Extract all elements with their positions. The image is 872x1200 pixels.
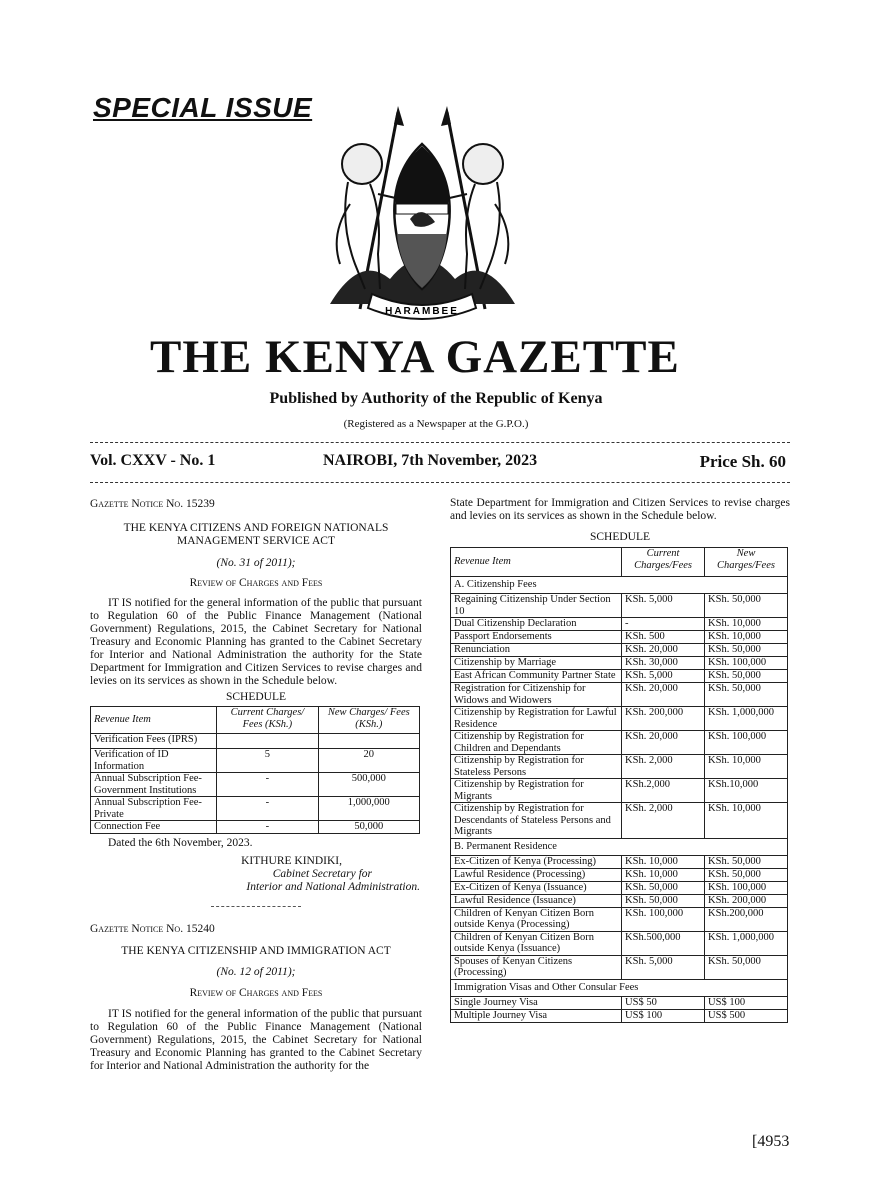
table-row (451, 631, 788, 644)
table-cell: 5 (217, 749, 318, 773)
table-row (451, 594, 788, 618)
coat-of-arms-emblem (320, 104, 525, 326)
special-issue-heading: SPECIAL ISSUE (93, 92, 313, 123)
table-row (451, 907, 788, 931)
table-cell: KSh. 2,000 (622, 755, 705, 779)
table-row (91, 821, 420, 834)
table-cell: KSh. 50,000 (705, 594, 788, 618)
table-cell: US$ 100 (622, 1009, 705, 1022)
table-cell: - (217, 821, 318, 834)
table-cell: KSh. 30,000 (622, 657, 705, 670)
table-section-cell: Immigration Visas and Other Consular Fees (451, 979, 788, 996)
table-cell: KSh. 500 (622, 631, 705, 644)
table-cell: Lawful Residence (Processing) (451, 868, 622, 881)
table-cell: Dual Citizenship Declaration (451, 618, 622, 631)
table-cell: 1,000,000 (318, 797, 419, 821)
table-row (451, 731, 788, 755)
table-row (91, 734, 420, 749)
table-cell: KSh. 1,000,000 (705, 707, 788, 731)
notice1-schedule-table (90, 706, 420, 834)
emblem-motto: HARAMBEE (385, 306, 459, 317)
table-row (451, 670, 788, 683)
notice-divider (211, 906, 301, 907)
table-cell: 20 (318, 749, 419, 773)
published-line: Published by Authority of the Republic of Kenya (269, 390, 603, 407)
table-row (451, 996, 788, 1009)
table-cell: KSh. 20,000 (622, 644, 705, 657)
notice1-body: IT IS notified for the general information of the public that pursuant to Regulation 60 of the Public Finance Management (National Government) Regulations, 2015, the Cabinet Secretary for National Treasury and Economic Planning has granted to the Cabinet Secretary for Interior and National Administration the authority for the State Department for Immigration and Citizen Services to revise charges and levies on its services as shown in the Schedule below. (90, 597, 422, 687)
table-cell: - (217, 773, 318, 797)
table-row (451, 683, 788, 707)
table-cell: Renunciation (451, 644, 622, 657)
notice1-signatory: KITHURE KINDIKI, (241, 854, 342, 867)
table-row (91, 797, 420, 821)
notice2-act-no: (No. 12 of 2011); (216, 965, 296, 978)
notice1-dated: Dated the 6th November, 2023. (108, 836, 253, 849)
notice2-number: Gazette Notice No. 15240 (90, 922, 215, 935)
table-cell: KSh. 10,000 (705, 803, 788, 839)
table-cell: KSh. 10,000 (705, 631, 788, 644)
table-header-row (91, 707, 420, 734)
table-row (451, 868, 788, 881)
table-cell: 500,000 (318, 773, 419, 797)
bottom-rule (90, 482, 790, 483)
table-section-cell: B. Permanent Residence (451, 838, 788, 855)
table-cell: KSh. 10,000 (705, 755, 788, 779)
table-cell: Connection Fee (91, 821, 217, 834)
page-number: [4953 (752, 1133, 790, 1150)
table-cell: Children of Kenyan Citizen Born outside Kenya (Issuance) (451, 931, 622, 955)
table-header: Current Charges/Fees (622, 548, 705, 577)
table-cell: US$ 100 (705, 996, 788, 1009)
table-cell: US$ 500 (705, 1009, 788, 1022)
table-cell: Citizenship by Registration for Migrants (451, 779, 622, 803)
table-cell: KSh. 200,000 (622, 707, 705, 731)
table-cell: Ex-Citizen of Kenya (Processing) (451, 855, 622, 868)
table-header: Revenue Item (91, 707, 217, 734)
notice1-act-no: (No. 31 of 2011); (216, 557, 296, 569)
notice2-continued: State Department for Immigration and Citizen Services to revise charges and levies on its services as shown in the Schedule below. (450, 497, 790, 522)
table-cell: KSh. 50,000 (705, 644, 788, 657)
volume-date-line (90, 452, 790, 474)
table-section-row (451, 979, 788, 996)
table-cell: Passport Endorsements (451, 631, 622, 644)
table-cell: Lawful Residence (Issuance) (451, 894, 622, 907)
issue-date: NAIROBI, 7th November, 2023 (323, 452, 538, 469)
table-cell: KSh. 50,000 (705, 855, 788, 868)
notice1-act: THE KENYA CITIZENS AND FOREIGN NATIONALS MANAGEMENT SERVICE ACT (123, 522, 389, 547)
table-header: New Charges/ Fees (KSh.) (318, 707, 419, 734)
notice1-heading: Review of Charges and Fees (189, 577, 323, 589)
notice2-heading: Review of Charges and Fees (189, 986, 323, 999)
table-cell: Citizenship by Registration for Stateless Persons (451, 755, 622, 779)
table-row (451, 881, 788, 894)
notice1-role-line2: Interior and National Administration. (246, 880, 420, 893)
table-cell: KSh. 100,000 (622, 907, 705, 931)
table-cell: Spouses of Kenyan Citizens (Processing) (451, 955, 622, 979)
table-cell: KSh.200,000 (705, 907, 788, 931)
table-cell: - (622, 618, 705, 631)
issue-price: Price Sh. 60 (699, 452, 786, 471)
table-cell (217, 734, 318, 749)
table-cell: Registration for Citizenship for Widows and Widowers (451, 683, 622, 707)
table-cell: - (217, 797, 318, 821)
left-column (90, 498, 422, 1073)
table-row (451, 755, 788, 779)
table-cell: KSh. 100,000 (705, 731, 788, 755)
top-rule (90, 442, 790, 443)
table-cell: Citizenship by Registration for Descendants of Stateless Persons and Migrants (451, 803, 622, 839)
table-cell: Annual Subscription Fee-Government Institutions (91, 773, 217, 797)
table-cell: East African Community Partner State (451, 670, 622, 683)
right-column (450, 497, 790, 1023)
table-header-row (451, 548, 788, 577)
table-cell: KSh. 10,000 (622, 868, 705, 881)
table-row (91, 773, 420, 797)
notice2-schedule-label: SCHEDULE (589, 531, 651, 543)
table-cell: KSh. 1,000,000 (705, 931, 788, 955)
table-row (451, 707, 788, 731)
table-cell: Annual Subscription Fee-Private (91, 797, 217, 821)
notice2-act: THE KENYA CITIZENSHIP AND IMMIGRATION ACT (121, 944, 391, 957)
volume-number: Vol. CXXV - No. 1 (90, 452, 216, 469)
table-cell: US$ 50 (622, 996, 705, 1009)
table-cell: KSh. 20,000 (622, 731, 705, 755)
table-section-row (451, 838, 788, 855)
table-row (451, 644, 788, 657)
table-header: Current Charges/ Fees (KSh.) (217, 707, 318, 734)
table-cell: KSh. 10,000 (705, 618, 788, 631)
table-cell: KSh.2,000 (622, 779, 705, 803)
table-cell: Multiple Journey Visa (451, 1009, 622, 1022)
table-cell: KSh. 50,000 (705, 955, 788, 979)
table-cell: Citizenship by Registration for Children and Dependants (451, 731, 622, 755)
table-cell: Citizenship by Marriage (451, 657, 622, 670)
notice1-number: Gazette Notice No. 15239 (90, 498, 215, 510)
table-cell: KSh. 10,000 (622, 855, 705, 868)
table-cell: KSh. 2,000 (622, 803, 705, 839)
table-cell: KSh. 100,000 (705, 657, 788, 670)
table-cell: Single Journey Visa (451, 996, 622, 1009)
table-row (451, 1009, 788, 1022)
table-cell: KSh.10,000 (705, 779, 788, 803)
table-cell: Verification of ID Information (91, 749, 217, 773)
notice2-body: IT IS notified for the general information of the public that pursuant to Regulation 60 of the Public Finance Management (National Government) Regulations, 2015, the Cabinet Secretary for National Treasury and Economic Planning has granted to the Cabinet Secretary for Interior and National Administration the authority for the (90, 1007, 422, 1072)
table-cell: KSh. 5,000 (622, 594, 705, 618)
table-cell (318, 734, 419, 749)
table-cell: KSh. 200,000 (705, 894, 788, 907)
registered-line: (Registered as a Newspaper at the G.P.O.) (343, 418, 529, 430)
table-cell: KSh. 50,000 (705, 868, 788, 881)
table-row (451, 955, 788, 979)
notice1-role-line1: Cabinet Secretary for (272, 867, 372, 880)
table-cell: Citizenship by Registration for Lawful Residence (451, 707, 622, 731)
table-cell: KSh. 50,000 (705, 670, 788, 683)
table-header: Revenue Item (451, 548, 622, 577)
table-cell: 50,000 (318, 821, 419, 834)
notice2-schedule-table (450, 547, 788, 1023)
gazette-title: THE KENYA GAZETTE (150, 331, 680, 383)
table-cell: KSh. 5,000 (622, 670, 705, 683)
table-row (451, 779, 788, 803)
table-row (91, 749, 420, 773)
table-cell: Regaining Citizenship Under Section 10 (451, 594, 622, 618)
table-cell: Ex-Citizen of Kenya (Issuance) (451, 881, 622, 894)
table-cell: KSh. 50,000 (705, 683, 788, 707)
table-row (451, 803, 788, 839)
table-row (451, 855, 788, 868)
table-header: New Charges/Fees (705, 548, 788, 577)
table-cell: KSh. 5,000 (622, 955, 705, 979)
table-section-cell: A. Citizenship Fees (451, 577, 788, 594)
table-row (451, 894, 788, 907)
table-section-row (451, 577, 788, 594)
table-cell: KSh. 20,000 (622, 683, 705, 707)
table-cell: KSh. 100,000 (705, 881, 788, 894)
table-row (451, 657, 788, 670)
table-cell: KSh. 50,000 (622, 894, 705, 907)
notice2-table-body (451, 577, 788, 1023)
table-row (451, 618, 788, 631)
table-row (451, 931, 788, 955)
table-cell: KSh.500,000 (622, 931, 705, 955)
table-cell: Verification Fees (IPRS) (91, 734, 217, 749)
notice1-schedule-label: SCHEDULE (225, 691, 287, 703)
table-cell: Children of Kenyan Citizen Born outside Kenya (Processing) (451, 907, 622, 931)
table-cell: KSh. 50,000 (622, 881, 705, 894)
